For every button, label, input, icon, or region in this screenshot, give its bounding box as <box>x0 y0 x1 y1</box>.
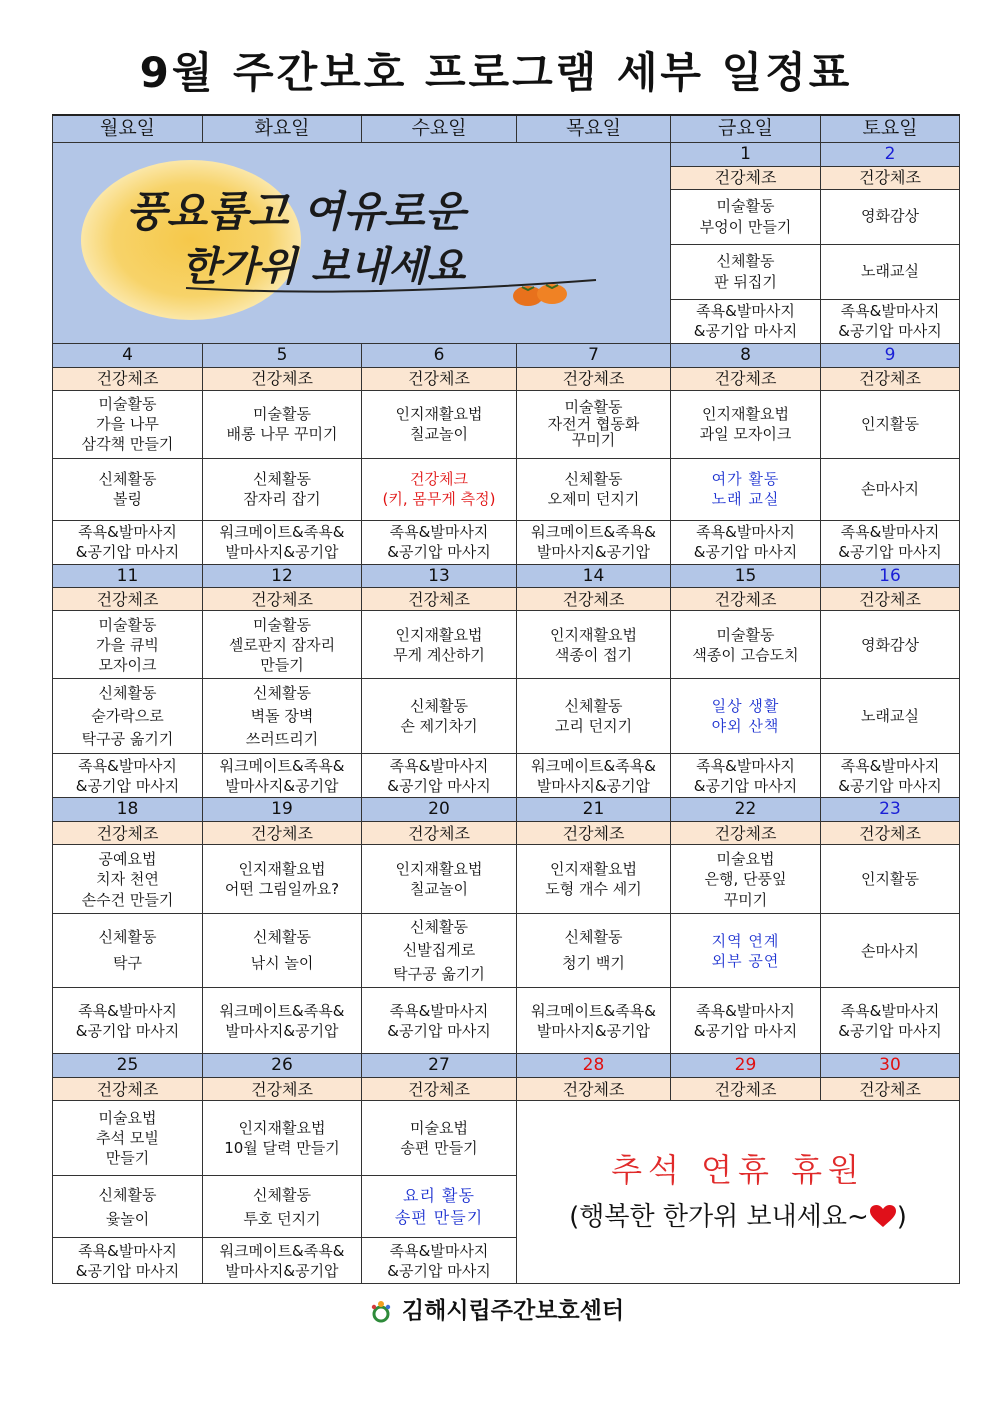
bath-cell: 족욕&발마사지 &공기압 마사지 <box>362 988 517 1054</box>
exercise-cell: 건강체조 <box>821 588 960 611</box>
exercise-cell: 건강체조 <box>53 588 203 611</box>
program-cell: 인지재활요법 도형 개수 세기 <box>517 845 671 914</box>
bath-cell: 워크메이트&족욕& 발마사지&공기압 <box>203 520 362 564</box>
program-cell: 신체활동 벽돌 장벽 쓰러뜨리기 <box>203 679 362 754</box>
program-cell: 인지활동 <box>821 390 960 458</box>
program-cell: 신체활동 볼링 <box>53 458 203 520</box>
program-cell: 인지재활요법 10월 달력 만들기 <box>203 1101 362 1176</box>
program-cell: 미술요법 추석 모빌 만들기 <box>53 1101 203 1176</box>
program-cell: 미술활동 색종이 고슴도치 <box>671 611 821 679</box>
program-cell: 신체활동 탁구 <box>53 914 203 988</box>
date-cell: 4 <box>53 343 203 367</box>
banner-line1: 풍요롭고 여유로운 <box>125 187 465 237</box>
persimmon-icon <box>513 284 567 306</box>
program-cell: 인지재활요법 칠교놀이 <box>362 845 517 914</box>
exercise-cell: 건강체조 <box>517 1078 671 1101</box>
week4-activity1-row <box>53 845 960 914</box>
banner-art <box>56 148 668 330</box>
date-cell: 22 <box>671 798 821 822</box>
program-cell: 인지재활요법 칠교놀이 <box>362 390 517 458</box>
chuseok-banner <box>53 142 671 343</box>
banner-line2: 한가위 보내세요 <box>180 243 465 291</box>
week3-activity2-row <box>53 679 960 754</box>
date-cell: 8 <box>671 343 821 367</box>
exercise-cell: 건강체조 <box>671 166 821 189</box>
date-cell: 29 <box>671 1054 821 1078</box>
exercise-cell: 건강체조 <box>821 367 960 390</box>
program-cell: 신체활동 손 제기차기 <box>362 679 517 754</box>
schedule-table <box>52 114 960 1284</box>
exercise-cell: 건강체조 <box>821 166 960 189</box>
community-cell: 지역 연계 외부 공연 <box>671 914 821 988</box>
bath-cell: 워크메이트&족욕& 발마사지&공기압 <box>203 1238 362 1284</box>
program-cell: 인지재활요법 무게 계산하기 <box>362 611 517 679</box>
holiday-notice <box>517 1101 960 1284</box>
program-cell: 미술활동 배롱 나무 꾸미기 <box>203 390 362 458</box>
program-cell: 공예요법 치자 천연 손수건 만들기 <box>53 845 203 914</box>
exercise-cell: 건강체조 <box>671 822 821 845</box>
bath-cell: 워크메이트&족욕& 발마사지&공기압 <box>517 754 671 798</box>
week4-bath-row <box>53 988 960 1054</box>
program-cell: 신체활동 투호 던지기 <box>203 1176 362 1238</box>
exercise-cell: 건강체조 <box>821 1078 960 1101</box>
weekday-tue: 화요일 <box>203 115 362 142</box>
bath-cell: 족욕&발마사지 &공기압 마사지 <box>821 520 960 564</box>
week2-exercise-row <box>53 367 960 390</box>
program-cell: 미술활동 자전거 협동화 꾸미기 <box>517 390 671 458</box>
program-cell: 신체활동 숟가락으로 탁구공 옮기기 <box>53 679 203 754</box>
bath-cell: 워크메이트&족욕& 발마사지&공기압 <box>203 988 362 1054</box>
program-cell: 미술활동 셀로판지 잠자리 만들기 <box>203 611 362 679</box>
program-cell: 영화감상 <box>821 611 960 679</box>
exercise-cell: 건강체조 <box>362 1078 517 1101</box>
date-cell: 21 <box>517 798 671 822</box>
week4-activity2-row <box>53 914 960 988</box>
date-cell: 12 <box>203 564 362 588</box>
date-cell: 7 <box>517 343 671 367</box>
program-cell: 신체활동 윷놀이 <box>53 1176 203 1238</box>
program-cell: 미술요법 은행, 단풍잎 꾸미기 <box>671 845 821 914</box>
date-cell: 2 <box>821 142 960 166</box>
exercise-cell: 건강체조 <box>517 822 671 845</box>
exercise-cell: 건강체조 <box>203 588 362 611</box>
date-cell: 14 <box>517 564 671 588</box>
exercise-cell: 건강체조 <box>362 822 517 845</box>
exercise-cell: 건강체조 <box>821 822 960 845</box>
program-cell: 신체활동 고리 던지기 <box>517 679 671 754</box>
exercise-cell: 건강체조 <box>671 1078 821 1101</box>
week3-exercise-row <box>53 588 960 611</box>
program-cell: 인지재활요법 과일 모자이크 <box>671 390 821 458</box>
center-logo-icon <box>368 1299 394 1325</box>
bath-cell: 족욕&발마사지 &공기압 마사지 <box>821 754 960 798</box>
date-cell: 1 <box>671 142 821 166</box>
date-cell: 6 <box>362 343 517 367</box>
week2-activity1-row <box>53 390 960 458</box>
program-cell: 노래교실 <box>821 244 960 299</box>
program-cell: 미술요법 송편 만들기 <box>362 1101 517 1176</box>
bath-cell: 족욕&발마사지 &공기압 마사지 <box>671 299 821 343</box>
bath-cell: 족욕&발마사지 &공기압 마사지 <box>671 754 821 798</box>
bath-cell: 족욕&발마사지 &공기압 마사지 <box>53 1238 203 1284</box>
exercise-cell: 건강체조 <box>362 367 517 390</box>
date-cell: 13 <box>362 564 517 588</box>
bath-cell: 워크메이트&족욕& 발마사지&공기압 <box>203 754 362 798</box>
date-cell: 9 <box>821 343 960 367</box>
program-cell: 신체활동 청기 백기 <box>517 914 671 988</box>
bath-cell: 워크메이트&족욕& 발마사지&공기압 <box>517 520 671 564</box>
date-cell: 25 <box>53 1054 203 1078</box>
bath-cell: 족욕&발마사지 &공기압 마사지 <box>671 520 821 564</box>
exercise-cell: 건강체조 <box>53 367 203 390</box>
bath-cell: 족욕&발마사지 &공기압 마사지 <box>821 299 960 343</box>
week2-bath-row <box>53 520 960 564</box>
week3-activity1-row <box>53 611 960 679</box>
week4-date-row <box>53 798 960 822</box>
exercise-cell: 건강체조 <box>517 367 671 390</box>
health-check-cell: 건강체크 (키, 몸무게 측정) <box>362 458 517 520</box>
moon-icon <box>81 160 301 320</box>
week4-exercise-row <box>53 822 960 845</box>
program-cell: 손마사지 <box>821 914 960 988</box>
daily-life-cell: 일상 생활 야외 산책 <box>671 679 821 754</box>
program-cell: 손마사지 <box>821 458 960 520</box>
holiday-message: (행복한 한가위 보내세요~ ) <box>569 1202 907 1233</box>
heart-icon <box>869 1204 897 1228</box>
footer <box>0 1292 992 1325</box>
exercise-cell: 건강체조 <box>53 1078 203 1101</box>
week5-activity1-row <box>53 1101 960 1176</box>
program-cell: 신체활동 신발집게로 탁구공 옮기기 <box>362 914 517 988</box>
date-cell: 23 <box>821 798 960 822</box>
program-cell: 신체활동 낚시 놀이 <box>203 914 362 988</box>
program-cell: 미술활동 부엉이 만들기 <box>671 189 821 244</box>
date-cell: 20 <box>362 798 517 822</box>
program-cell: 신체활동 오제미 던지기 <box>517 458 671 520</box>
weekday-mon: 월요일 <box>53 115 203 142</box>
week5-exercise-row <box>53 1078 960 1101</box>
leisure-cell: 여가 활동 노래 교실 <box>671 458 821 520</box>
program-cell: 신체활동 판 뒤집기 <box>671 244 821 299</box>
date-cell: 5 <box>203 343 362 367</box>
bath-cell: 족욕&발마사지 &공기압 마사지 <box>362 1238 517 1284</box>
exercise-cell: 건강체조 <box>671 588 821 611</box>
program-cell: 미술활동 가을 나무 삼각책 만들기 <box>53 390 203 458</box>
date-cell: 18 <box>53 798 203 822</box>
bath-cell: 족욕&발마사지 &공기압 마사지 <box>671 988 821 1054</box>
exercise-cell: 건강체조 <box>671 367 821 390</box>
weekday-thu: 목요일 <box>517 115 671 142</box>
week2-date-row <box>53 343 960 367</box>
week2-activity2-row <box>53 458 960 520</box>
bath-cell: 족욕&발마사지 &공기압 마사지 <box>53 754 203 798</box>
date-cell: 28 <box>517 1054 671 1078</box>
bath-cell: 족욕&발마사지 &공기압 마사지 <box>53 520 203 564</box>
program-cell: 인지활동 <box>821 845 960 914</box>
exercise-cell: 건강체조 <box>203 822 362 845</box>
exercise-cell: 건강체조 <box>53 822 203 845</box>
date-cell: 30 <box>821 1054 960 1078</box>
date-cell: 27 <box>362 1054 517 1078</box>
weekday-sat: 토요일 <box>821 115 960 142</box>
weekday-header-row <box>53 115 960 142</box>
center-name: 김해시립주간보호센터 <box>401 1298 625 1324</box>
bath-cell: 족욕&발마사지 &공기압 마사지 <box>362 520 517 564</box>
program-cell: 영화감상 <box>821 189 960 244</box>
week1-date-row <box>53 142 960 166</box>
program-cell: 노래교실 <box>821 679 960 754</box>
week3-date-row <box>53 564 960 588</box>
week5-date-row <box>53 1054 960 1078</box>
bath-cell: 족욕&발마사지 &공기압 마사지 <box>362 754 517 798</box>
program-cell: 미술활동 가을 큐빅 모자이크 <box>53 611 203 679</box>
bath-cell: 워크메이트&족욕& 발마사지&공기압 <box>517 988 671 1054</box>
date-cell: 26 <box>203 1054 362 1078</box>
holiday-title: 추석 연휴 휴원 <box>611 1151 865 1190</box>
page-title: 9월 주간보호 프로그램 세부 일정표 <box>139 48 853 97</box>
date-cell: 11 <box>53 564 203 588</box>
exercise-cell: 건강체조 <box>203 367 362 390</box>
exercise-cell: 건강체조 <box>362 588 517 611</box>
program-cell: 인지재활요법 색종이 접기 <box>517 611 671 679</box>
cooking-cell: 요리 활동 송편 만들기 <box>362 1176 517 1238</box>
weekday-wed: 수요일 <box>362 115 517 142</box>
exercise-cell: 건강체조 <box>203 1078 362 1101</box>
week3-bath-row <box>53 754 960 798</box>
program-cell: 인지재활요법 어떤 그림일까요? <box>203 845 362 914</box>
date-cell: 16 <box>821 564 960 588</box>
date-cell: 15 <box>671 564 821 588</box>
date-cell: 19 <box>203 798 362 822</box>
bath-cell: 족욕&발마사지 &공기압 마사지 <box>53 988 203 1054</box>
bath-cell: 족욕&발마사지 &공기압 마사지 <box>821 988 960 1054</box>
exercise-cell: 건강체조 <box>517 588 671 611</box>
weekday-fri: 금요일 <box>671 115 821 142</box>
program-cell: 신체활동 잠자리 잡기 <box>203 458 362 520</box>
